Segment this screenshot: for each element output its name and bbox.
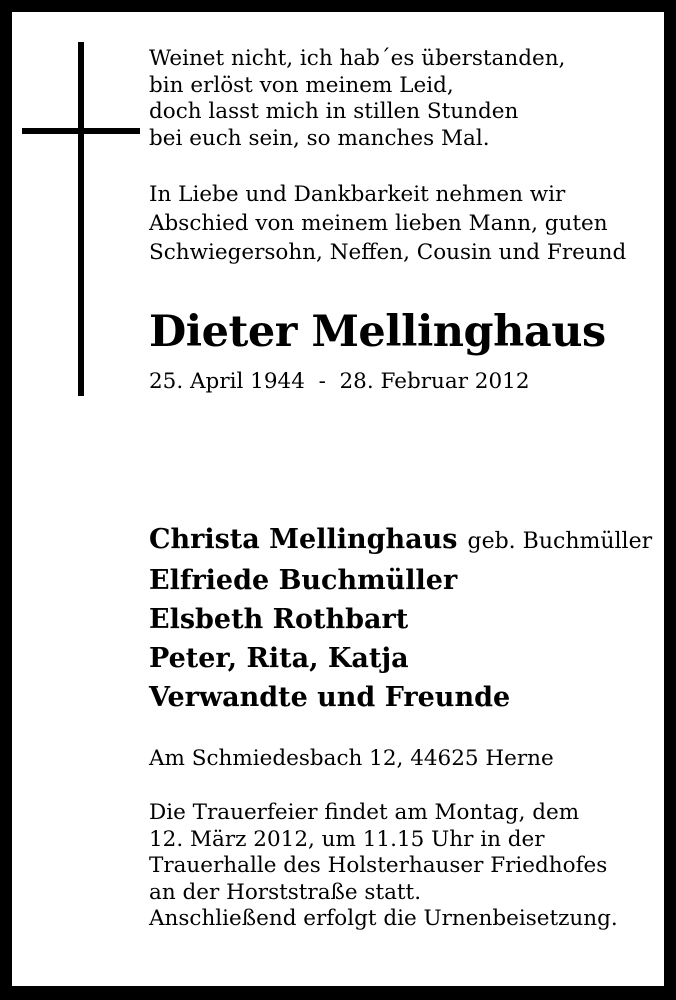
poem-line: Weinet nicht, ich hab´es überstanden, <box>149 46 566 71</box>
mourners-list <box>149 520 652 717</box>
mourner-entry <box>149 639 652 678</box>
poem-line: bin erlöst von meinem Leid, <box>149 72 454 98</box>
life-dates: 25. April 1944 - 28. Februar 2012 <box>149 369 530 394</box>
poem-line: bei euch sein, so manches Mal. <box>149 125 490 151</box>
mourner-name: Peter, Rita, Katja <box>149 643 409 674</box>
mourner-name: Elfriede Buchmüller <box>149 565 458 596</box>
mourner-name: Elsbeth Rothbart <box>149 604 409 635</box>
intro-text <box>149 180 626 267</box>
mourner-entry <box>149 520 652 561</box>
intro-line: In Liebe und Dankbarkeit nehmen wir <box>149 182 566 207</box>
mourner-entry <box>149 561 652 600</box>
cross-horizontal-bar <box>22 128 140 134</box>
service-line: Trauerhalle des Holsterhauser Friedhofes <box>149 853 608 878</box>
intro-line: Abschied von meinem lieben Mann, guten <box>149 211 608 236</box>
mourner-name: Christa Mellinghaus <box>149 524 458 555</box>
service-line: Die Trauerfeier findet am Montag, dem <box>149 800 580 825</box>
service-info <box>149 800 618 933</box>
intro-line: Schwiegersohn, Neffen, Cousin und Freund <box>149 240 627 265</box>
mourner-entry <box>149 600 652 639</box>
service-line: an der Horststraße statt. <box>149 879 422 905</box>
deceased-name: Dieter Mellinghaus <box>149 307 606 357</box>
poem <box>149 46 565 152</box>
service-line: Anschließend erfolgt die Urnenbeisetzung. <box>149 906 618 931</box>
mourner-name: Verwandte und Freunde <box>149 682 511 713</box>
service-line: 12. März 2012, um 11.15 Uhr in der <box>149 826 545 852</box>
mourner-note: geb. Buchmüller <box>467 529 653 554</box>
cross-vertical-bar <box>78 42 84 396</box>
address: Am Schmiedesbach 12, 44625 Herne <box>149 746 554 771</box>
poem-line: doch lasst mich in stillen Stunden <box>149 99 519 124</box>
mourner-entry <box>149 678 652 717</box>
